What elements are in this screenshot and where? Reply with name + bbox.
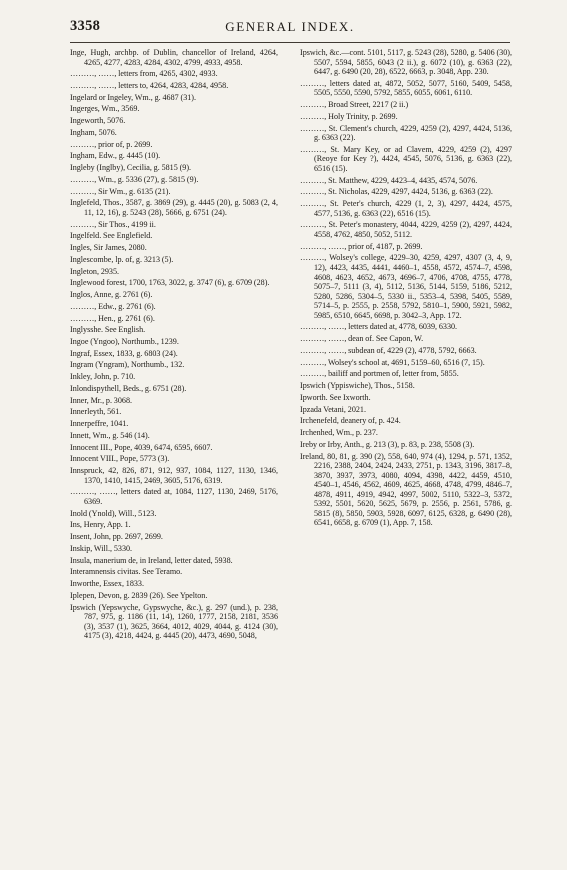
index-entry: Ingleby (Inglby), Cecilia, g. 5815 (9). (70, 163, 192, 173)
index-entry: Inglos, Anne, g. 2761 (6). (70, 290, 153, 300)
index-entry: ………, Sir Wm., g. 6135 (21). (70, 186, 171, 196)
index-entry: Innocent VIII., Pope, 5773 (3). (70, 454, 170, 464)
index-entry: ………, St. Mary Key, or ad Clavem, 4229, 4259 (2), 4297 (Reoye for Key ?), 4424, 4545, 5076, 5136, g. 6363 (22), 6516 (15). (300, 144, 512, 173)
index-entry: Ipzada Vetani, 2021. (300, 404, 366, 414)
page-number: 3358 (70, 18, 101, 34)
index-entry: Ipswich (Yepswyche, Gypswyche, &c.), g. 297 (und.), p. 238, 787, 975, g. 1186 (11, 14), 1260, 1777, 2158, 2181, 3536 (3), 3537 (1), 3625, 3664, 4012, 4029, 4044, g. 4124 (30), 4175 (3), 4218, 4424, g. 4445 (20), 4473, 4690, 5048, (70, 602, 278, 641)
index-entry: Inlondispythell, Beds., g. 6751 (28). (70, 383, 187, 393)
index-entry: Ingeworth, 5076. (70, 116, 126, 126)
index-entry: ………, St. Clement's church, 4229, 4259 (2), 4297, 4424, 5136, g. 6363 (22). (300, 123, 512, 143)
index-entry: ………, Holy Trinity, p. 2699. (300, 111, 398, 121)
index-entry: Ingelard or Ingeley, Wm., g. 4687 (31). (70, 92, 197, 102)
index-entry: Ipworth. See Ixworth. (300, 392, 371, 402)
index-entry: Innerleyth, 561. (70, 407, 122, 417)
index-entry: Inworthe, Essex, 1833. (70, 579, 145, 589)
index-entry: Inglysshe. See English. (70, 325, 146, 335)
index-entry: Ingram (Yngram), Northumb., 132. (70, 360, 185, 370)
index-entry: ………, ……, letters dated at, 4778, 6039, 6330. (300, 322, 458, 332)
index-entry: ………, bailiff and portmen of, letter from, 5855. (300, 369, 459, 379)
right-column (300, 48, 512, 530)
index-entry: Inglescombe, lp. of, g. 3213 (5). (70, 254, 174, 264)
page-header (70, 18, 510, 38)
index-entry: ………, Edw., g. 2761 (6). (70, 301, 156, 311)
index-entry: ………, Sir Thos., 4199 ii. (70, 219, 156, 229)
running-title: GENERAL INDEX. (225, 19, 355, 34)
index-entry: Innett, Wm., g. 546 (14). (70, 430, 150, 440)
index-entry: Ingham, 5076. (70, 127, 117, 137)
index-entry: Iplepen, Devon, g. 2839 (26). See Ypelton. (70, 590, 208, 600)
index-entry: Insent, John, pp. 2697, 2699. (70, 532, 163, 542)
index-entry: Ins, Henry, App. 1. (70, 520, 131, 530)
index-entry: ………, ……, letters dated at, 1084, 1127, 1130, 2469, 5176, 6369. (70, 487, 278, 506)
index-entry: ………, ……, letters to, 4264, 4283, 4284, 4958. (70, 81, 229, 91)
index-entry: Ingham, Edw., g. 4445 (10). (70, 151, 161, 161)
index-entry: Inold (Ynold), Will., 5123. (70, 508, 157, 518)
index-entry: Ingleton, 2935. (70, 266, 120, 276)
header-rule (70, 42, 510, 43)
index-entry: ………, letters dated at, 4872, 5052, 5077, 5160, 5409, 5458, 5505, 5550, 5590, 5792, 5855, 6055, 6061, 6110. (300, 78, 512, 98)
index-entry: Inkley, John, p. 710. (70, 372, 136, 382)
index-entry: Inskip, Will., 5330. (70, 543, 133, 553)
index-entry: Irchenefeld, deanery of, p. 424. (300, 416, 401, 426)
index-entry: ………, Broad Street, 2217 (2 ii.) (300, 100, 409, 110)
index-entry: ………, ……, dean of. See Capon, W. (300, 334, 424, 344)
index-entry: Ireby or Irby, Anth., g. 213 (3), p. 83, p. 238, 5508 (3). (300, 439, 475, 449)
index-entry: Inglefeld, Thos., 3587, g. 3869 (29), g. 4445 (20), g. 5083 (2, 4, 11, 12, 16), g. 5243 (28), 5666, g. 6751 (24). (70, 198, 278, 217)
index-entry: ………, ……, prior of, 4187, p. 2699. (300, 241, 423, 251)
index-entry: Ipswich (Yppiswiche), Thos., 5158. (300, 381, 415, 391)
index-entry: ………, Hen., g. 2761 (6). (70, 313, 155, 323)
index-entry: Innerpeffre, 1041. (70, 419, 129, 429)
index-entry: Ireland, 80, 81, g. 390 (2), 558, 640, 974 (4), 1294, p. 571, 1352, 2216, 2388, 2404, 2424, 2433, 2751, p. 1343, 3196, 3817–8, 3870, 3937, 3973, 4080, 4094, 4398, 4422, 4459, 4510, 4540–1, 4546, 4562, 4609, 4625, 4668, 4748, 4799, 4846–7, 4878, 4911, 4919, 4942, 4997, 5002, 5110, 5322–3, 5372, 5392, 5501, 5620, 5625, 5679, p. 2556, p. 2561, 5786, g. 5815 (8), 5850, 5903, 5928, 6097, 6125, 6328, g. 6490 (28), 6541, 6658, g. 6709 (1), App. 7, 158. (300, 451, 512, 528)
index-entry: Inge, Hugh, archbp. of Dublin, chancellor of Ireland, 4264, 4265, 4277, 4283, 4284, 4302, 4799, 4933, 4958. (70, 48, 278, 67)
index-entry: ………, St. Nicholas, 4229, 4297, 4424, 5136, g. 6363 (22). (300, 187, 493, 197)
index-entry: Innocent III., Pope, 4039, 6474, 6595, 6607. (70, 442, 213, 452)
index-entry: ………, Wolsey's school at, 4691, 5159–60, 6516 (7, 15). (300, 357, 485, 367)
index-entry: ………, St. Peter's church, 4229 (1, 2, 3), 4297, 4424, 4575, 4577, 5136, g. 6363 (22), 6516 (15). (300, 199, 512, 218)
index-entry: Ingles, Sir James, 2080. (70, 243, 147, 253)
index-entry: Ipswich, &c.—cont. 5101, 5117, g. 5243 (28), 5280, g. 5406 (30), 5507, 5594, 5855, 6043 (2 ii.), g. 6072 (10), g. 6363 (22), 6447, g. 6490 (20, 28), 6522, 6663, p. 3048, App. 230. (300, 48, 512, 77)
index-entry: Interamnensis civitas. See Teramo. (70, 567, 183, 577)
index-entry: Ingelfeld. See Englefield. (70, 231, 153, 241)
index-entry: ………, prior of, p. 2699. (70, 139, 153, 149)
index-entry: ………, St. Peter's monastery, 4044, 4229, 4259 (2), 4297, 4424, 4558, 4762, 4850, 5052, 5112. (300, 220, 512, 239)
index-entry: Ingraf, Essex, 1833, g. 6803 (24). (70, 348, 178, 358)
index-entry: Insula, manerium de, in Ireland, letter dated, 5938. (70, 555, 233, 565)
index-entry: Inner, Mr., p. 3068. (70, 395, 133, 405)
index-entry: ………, Wolsey's college, 4229–30, 4259, 4297, 4307 (3, 4, 9, 12), 4423, 4435, 4441, 4460–1, 4558, 4572, 4574–7, 4598, 4608, 4623, 4652, 4673, 4696–7, 4706, 4708, 4755, 4778, 5075–7, 5111 (3, 4), 5112, 5136, 5144, 5159, 5186, 5212, 5280, 5286, 5304–5, 5330 ii., 5353–4, 5398, 5405, 5589, 5714–5, p. 2555, p. 2558, 5792, 5810–1, 5900, 5921, 5982, 5985, 6510, 6645, 6698, p. 3042–3, App. 172. (300, 253, 512, 320)
index-entry: Ingerges, Wm., 3569. (70, 104, 140, 114)
index-entry: ………, St. Matthew, 4229, 4423–4, 4435, 4574, 5076. (300, 175, 478, 185)
index-entry: ………, Wm., g. 5336 (27), g. 5815 (9). (70, 174, 199, 184)
index-entry: Irchenhed, Wm., p. 237. (300, 428, 378, 438)
index-entry: Innspruck, 42, 826, 871, 912, 937, 1084, 1127, 1130, 1346, 1370, 1410, 1415, 2469, 3605, 5176, 6319. (70, 466, 278, 485)
index-entry: ………, ……, letters from, 4265, 4302, 4933. (70, 69, 218, 79)
left-column (70, 48, 278, 643)
index-entry: Inglewood forest, 1700, 1763, 3022, g. 3747 (6), g. 6709 (28). (70, 278, 270, 288)
index-entry: Ingoe (Yngoo), Northumb., 1239. (70, 336, 179, 346)
index-entry: ………, ……, subdean of, 4229 (2), 4778, 5792, 6663. (300, 345, 477, 355)
